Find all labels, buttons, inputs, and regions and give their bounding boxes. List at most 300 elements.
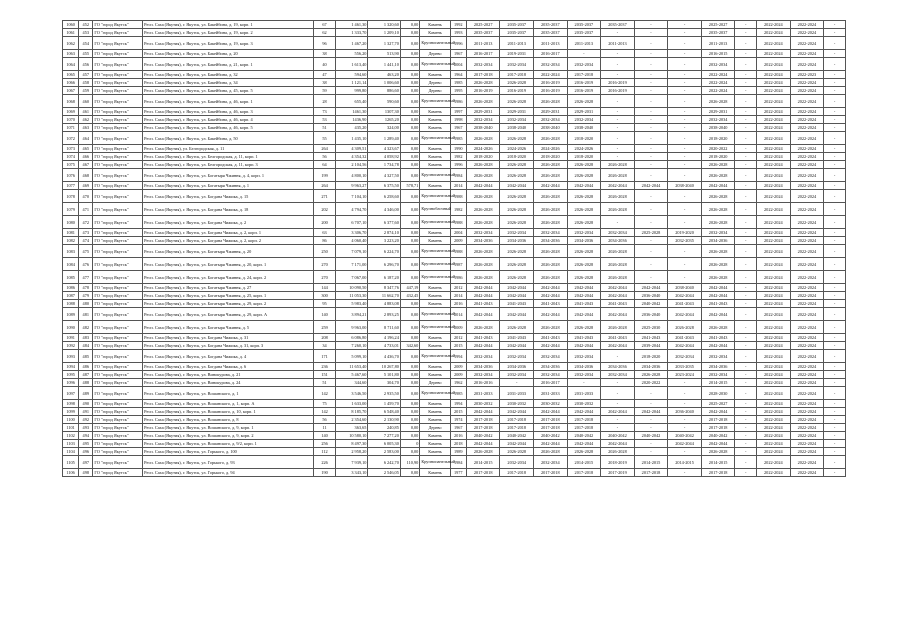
- cell-p12: -: [824, 108, 846, 116]
- cell-p2: 2024-2026: [500, 145, 534, 153]
- cell-p3: 2026-2028: [534, 448, 568, 456]
- cell-a: 236: [314, 363, 336, 371]
- table-row: [63, 292, 846, 300]
- cell-p3: 2016-2017: [534, 379, 568, 387]
- cell-p5: 2042-2044: [601, 342, 635, 350]
- cell-id: 470: [79, 190, 93, 203]
- cell-p10: 2022-2024: [757, 50, 791, 58]
- cell-id: 461: [79, 108, 93, 116]
- cell-p6: -: [634, 169, 668, 182]
- cell-p10: 2022-2024: [757, 408, 791, 416]
- cell-mat: Крупнопанельный: [420, 58, 450, 71]
- cell-p4: 2042-2044: [567, 292, 601, 300]
- cell-p11: 2022-2024: [790, 416, 824, 424]
- table-row: [63, 145, 846, 153]
- cell-p7: -: [668, 50, 702, 58]
- cell-a: 199: [314, 169, 336, 182]
- cell-p5: -: [601, 50, 635, 58]
- cell-s3: 0,00: [400, 203, 419, 216]
- cell-p8: 2032-2034: [701, 116, 735, 124]
- cell-mat: Крупнопанельный: [420, 321, 450, 334]
- register-table-container: [62, 20, 846, 477]
- cell-p6: -: [634, 400, 668, 408]
- cell-p4: 2041-2043: [567, 300, 601, 308]
- cell-p7: -: [668, 95, 702, 108]
- cell-p4: 2026-2028: [567, 203, 601, 216]
- cell-n: 1105: [63, 456, 79, 469]
- cell-p11: 2022-2024: [790, 58, 824, 71]
- cell-a: 270: [314, 271, 336, 284]
- cell-a: 144: [314, 284, 336, 292]
- cell-s2: 6 296,70: [368, 258, 400, 271]
- cell-p9: -: [735, 440, 757, 448]
- cell-org: ГО "город Якутск": [93, 145, 143, 153]
- cell-yr: 1974: [450, 416, 466, 424]
- cell-p7: 2036-2040: [668, 408, 702, 416]
- cell-mat: Камень: [420, 363, 450, 371]
- cell-yr: 1998: [450, 116, 466, 124]
- cell-p3: 2034-2036: [534, 363, 568, 371]
- cell-p3: 2042-2044: [534, 308, 568, 321]
- cell-p8: 2017-2018: [701, 424, 735, 432]
- cell-p1: 2026-2028: [466, 321, 500, 334]
- cell-p10: 2022-2024: [757, 116, 791, 124]
- cell-p12: -: [824, 342, 846, 350]
- cell-p1: 2016-2016: [466, 379, 500, 387]
- cell-p10: 2022-2024: [757, 182, 791, 190]
- cell-yr: 1989: [450, 448, 466, 456]
- cell-yr: 1985: [450, 387, 466, 400]
- cell-p1: 2038-2040: [466, 124, 500, 132]
- cell-p7: -: [668, 416, 702, 424]
- cell-p6: -: [634, 153, 668, 161]
- cell-s2: 2 893,25: [368, 308, 400, 321]
- cell-p2: 2032-2034: [500, 58, 534, 71]
- cell-p12: -: [824, 161, 846, 169]
- cell-p3: 2042-2044: [534, 284, 568, 292]
- cell-p1: 2025-2027: [466, 21, 500, 29]
- cell-addr: Респ. Саха (Якутия), г. Якутск, ул. Богдана Чижика, д. 31, корп. 3: [143, 342, 314, 350]
- cell-a: 59: [314, 87, 336, 95]
- cell-n: 1064: [63, 58, 79, 71]
- cell-org: ГО "город Якутск": [93, 116, 143, 124]
- cell-p6: -: [634, 237, 668, 245]
- cell-p2: 2026-2028: [500, 448, 534, 456]
- cell-addr: Респ. Саха (Якутия), г. Якутск, ул. Вошанского, д. 1, корп. А: [143, 400, 314, 408]
- cell-p7: -: [668, 169, 702, 182]
- cell-p1: 2032-2034: [466, 116, 500, 124]
- cell-p4: 2026-2028: [567, 190, 601, 203]
- cell-p7: -: [668, 400, 702, 408]
- cell-id: 487: [79, 371, 93, 379]
- cell-p5: -: [601, 29, 635, 37]
- table-row: [63, 21, 846, 29]
- cell-id: 495: [79, 440, 93, 448]
- cell-mat: Крупнопанельный: [420, 308, 450, 321]
- cell-p4: 2030-2032: [567, 400, 601, 408]
- cell-p7: 2019-2020: [668, 229, 702, 237]
- cell-org: ГО "город Якутск": [93, 379, 143, 387]
- cell-p11: 2022-2024: [790, 432, 824, 440]
- cell-p7: -: [668, 29, 702, 37]
- cell-p8: 2042-2044: [701, 284, 735, 292]
- table-row: [63, 271, 846, 284]
- table-row: [63, 350, 846, 363]
- cell-s1: 7 260,10: [335, 342, 367, 350]
- cell-addr: Респ. Саха (Якутия), г. Якутск, ул. Бакейбина, д. 21, корп. 1: [143, 58, 314, 71]
- cell-a: 67: [314, 21, 336, 29]
- cell-p4: 2042-2044: [567, 182, 601, 190]
- cell-p3: 2042-2044: [534, 408, 568, 416]
- cell-p2: 2026-2028: [500, 216, 534, 229]
- cell-addr: Респ. Саха (Якутия), г. Якутск, ул. Богатыря Чжиння, д. 1: [143, 182, 314, 190]
- cell-p10: 2022-2024: [757, 237, 791, 245]
- cell-s2: 4 058,92: [368, 153, 400, 161]
- cell-p2: 2041-2043: [500, 334, 534, 342]
- cell-s3: 0,00: [400, 432, 419, 440]
- cell-p12: -: [824, 190, 846, 203]
- cell-p1: 2031-2033: [466, 387, 500, 400]
- cell-p1: 2017-2018: [466, 416, 500, 424]
- cell-org: ГО "город Якутск": [93, 29, 143, 37]
- cell-org: ГО "город Якутск": [93, 124, 143, 132]
- cell-n: 1079: [63, 203, 79, 216]
- cell-a: 38: [314, 79, 336, 87]
- cell-p2: 2040-2042: [500, 432, 534, 440]
- cell-addr: Респ. Саха (Якутия), г. Якутск, ул. Вошанского, д. 1: [143, 387, 314, 400]
- cell-p1: 2026-2028: [466, 132, 500, 145]
- cell-s1: 7 171,00: [335, 258, 367, 271]
- cell-p9: -: [735, 21, 757, 29]
- cell-n: 1096: [63, 379, 79, 387]
- cell-org: ГО "город Якутск": [93, 190, 143, 203]
- cell-p12: -: [824, 124, 846, 132]
- cell-p1: 2042-2044: [466, 284, 500, 292]
- cell-p3: 2035-2037: [534, 29, 568, 37]
- cell-addr: Респ. Саха (Якутия), г. Якутск, ул. Богатыря Чжиння, д. 20: [143, 245, 314, 258]
- cell-p6: -: [634, 216, 668, 229]
- cell-p5: -: [601, 116, 635, 124]
- cell-p1: 2030-2032: [466, 400, 500, 408]
- cell-a: 56: [314, 416, 336, 424]
- table-row: [63, 153, 846, 161]
- cell-p10: 2022-2024: [757, 203, 791, 216]
- cell-a: 271: [314, 190, 336, 203]
- cell-a: 55: [314, 132, 336, 145]
- cell-p5: 2040-2042: [601, 432, 635, 440]
- cell-p8: 2040-2042: [701, 432, 735, 440]
- cell-p12: -: [824, 363, 846, 371]
- cell-p6: -: [634, 87, 668, 95]
- cell-p12: -: [824, 258, 846, 271]
- cell-p12: -: [824, 350, 846, 363]
- cell-p10: 2022-2024: [757, 37, 791, 50]
- cell-p1: 2026-2028: [466, 258, 500, 271]
- cell-n: 1097: [63, 387, 79, 400]
- cell-p3: 2042-2044: [534, 440, 568, 448]
- cell-n: 1088: [63, 300, 79, 308]
- cell-p6: 2020-2022: [634, 379, 668, 387]
- cell-p8: 2026-2028: [701, 216, 735, 229]
- cell-yr: 1964: [450, 71, 466, 79]
- cell-p3: 2030-2032: [534, 400, 568, 408]
- cell-mat: Дерево: [420, 79, 450, 87]
- cell-addr: Респ. Саха (Якутия), г. Якутск, ул. Бакейбина, д. 34: [143, 79, 314, 87]
- cell-mat: Камень: [420, 153, 450, 161]
- cell-p1: 2017-2018: [466, 71, 500, 79]
- cell-id: 474: [79, 237, 93, 245]
- cell-id: 481: [79, 308, 93, 321]
- cell-p10: 2022-2024: [757, 21, 791, 29]
- cell-p8: 2038-2040: [701, 124, 735, 132]
- cell-p11: 2022-2024: [790, 469, 824, 477]
- cell-s1: 999,80: [335, 87, 367, 95]
- cell-p8: 2026-2028: [701, 448, 735, 456]
- cell-a: 202: [314, 203, 336, 216]
- cell-p2: 2026-2028: [500, 321, 534, 334]
- cell-n: 1069: [63, 108, 79, 116]
- cell-yr: 1988: [450, 190, 466, 203]
- cell-s3: 0,00: [400, 216, 419, 229]
- cell-p10: 2022-2024: [757, 95, 791, 108]
- cell-addr: Респ. Саха (Якутия), г. Якутск, ул. Богдана Чижика, д. 6: [143, 363, 314, 371]
- cell-org: ГО "город Якутск": [93, 456, 143, 469]
- cell-s2: 8 347,76: [368, 284, 400, 292]
- table-row: [63, 237, 846, 245]
- cell-yr: 1986: [450, 271, 466, 284]
- cell-org: ГО "город Якутск": [93, 182, 143, 190]
- cell-yr: 2015: [450, 408, 466, 416]
- cell-p2: 2017-2018: [500, 424, 534, 432]
- cell-p2: 2026-2028: [500, 95, 534, 108]
- cell-p5: -: [601, 379, 635, 387]
- cell-n: 1098: [63, 400, 79, 408]
- cell-a: 256: [314, 440, 336, 448]
- cell-s2: 6 224,70: [368, 245, 400, 258]
- cell-p10: 2022-2024: [757, 371, 791, 379]
- cell-p3: 2026-2028: [534, 271, 568, 284]
- cell-id: 473: [79, 229, 93, 237]
- cell-s2: 2 583,00: [368, 448, 400, 456]
- cell-s1: 556,20: [335, 50, 367, 58]
- cell-p8: 2042-2044: [701, 342, 735, 350]
- cell-s3: 0,00: [400, 124, 419, 132]
- cell-yr: 1986: [450, 95, 466, 108]
- cell-addr: Респ. Саха (Якутия), г. Якутск, ул. Богдана Чижика, д. 18: [143, 203, 314, 216]
- cell-p2: 2035-2037: [500, 29, 534, 37]
- cell-a: 259: [314, 321, 336, 334]
- table-row: [63, 116, 846, 124]
- cell-id: 465: [79, 145, 93, 153]
- cell-mat: Камень: [420, 408, 450, 416]
- cell-mat: Камень: [420, 292, 450, 300]
- cell-p12: -: [824, 308, 846, 321]
- cell-p6: -: [634, 37, 668, 50]
- cell-org: ГО "город Якутск": [93, 416, 143, 424]
- cell-p3: 2032-2034: [534, 58, 568, 71]
- housing-register-table: [62, 20, 846, 477]
- cell-s3: 432,45: [400, 292, 419, 300]
- table-row: [63, 432, 846, 440]
- cell-org: ГО "город Якутск": [93, 387, 143, 400]
- cell-p9: -: [735, 363, 757, 371]
- cell-p1: 2016-2017: [466, 50, 500, 58]
- cell-p10: 2022-2024: [757, 87, 791, 95]
- cell-mat: Камень: [420, 448, 450, 456]
- cell-a: 56: [314, 153, 336, 161]
- cell-p5: -: [601, 145, 635, 153]
- cell-p7: 2038-2040: [668, 284, 702, 292]
- cell-n: 1061: [63, 29, 79, 37]
- cell-a: 11: [314, 424, 336, 432]
- cell-s2: 324,00: [368, 124, 400, 132]
- cell-p2: 2032-2034: [500, 456, 534, 469]
- cell-p4: 2038-2040: [567, 124, 601, 132]
- cell-s1: 1 633,00: [335, 400, 367, 408]
- cell-p9: -: [735, 300, 757, 308]
- cell-p9: -: [735, 58, 757, 71]
- cell-yr: 1977: [450, 469, 466, 477]
- table-row: [63, 284, 846, 292]
- cell-addr: Респ. Саха (Якутия), г. Якутск, ул. Богатыря Чжиння, д. 20, корп. 1: [143, 258, 314, 271]
- cell-org: ГО "город Якутск": [93, 284, 143, 292]
- cell-yr: 2004: [450, 58, 466, 71]
- cell-p3: 2011-2013: [534, 37, 568, 50]
- table-row: [63, 95, 846, 108]
- cell-s3: 0,00: [400, 237, 419, 245]
- cell-s3: 0,00: [400, 145, 419, 153]
- cell-p10: 2022-2024: [757, 29, 791, 37]
- cell-p1: 2035-2037: [466, 29, 500, 37]
- cell-p1: 2018-2020: [466, 153, 500, 161]
- cell-p4: 2011-2013: [567, 37, 601, 50]
- cell-s1: 2 958,20: [335, 448, 367, 456]
- cell-mat: Камень: [420, 371, 450, 379]
- cell-p1: 2026-2028: [466, 95, 500, 108]
- cell-p11: 2022-2024: [790, 182, 824, 190]
- cell-p4: 2029-2031: [567, 108, 601, 116]
- cell-p3: 2016-2019: [534, 79, 568, 87]
- cell-p4: 2026-2028: [567, 95, 601, 108]
- cell-s1: 10 090,50: [335, 284, 367, 292]
- cell-s1: 2 104,56: [335, 161, 367, 169]
- cell-p4: 2014-2015: [567, 456, 601, 469]
- cell-s1: 10 580,10: [335, 432, 367, 440]
- cell-mat: Крупнопанельный: [420, 216, 450, 229]
- cell-p1: 2026-2028: [466, 245, 500, 258]
- cell-addr: Респ. Саха (Якутия), г. Якутск, ул. Бакейбина, д. 45, корп. 5: [143, 87, 314, 95]
- cell-p11: 2022-2024: [790, 424, 824, 432]
- cell-p7: 2042-2044: [668, 440, 702, 448]
- cell-addr: Респ. Саха (Якутия), г. Якутск, ул. Богдана Чижика, д. 2, корп. 2: [143, 237, 314, 245]
- cell-p2: 2026-2028: [500, 161, 534, 169]
- table-row: [63, 87, 846, 95]
- cell-p7: -: [668, 379, 702, 387]
- cell-p12: -: [824, 300, 846, 308]
- cell-p9: -: [735, 416, 757, 424]
- cell-p4: 2034-2036: [567, 237, 601, 245]
- cell-s3: 0,00: [400, 132, 419, 145]
- cell-s3: 0,00: [400, 58, 419, 71]
- cell-a: 28: [314, 95, 336, 108]
- cell-p10: 2022-2024: [757, 169, 791, 182]
- cell-p4: 2042-2044: [567, 408, 601, 416]
- cell-p4: 2026-2028: [567, 169, 601, 182]
- cell-org: ГО "город Якутск": [93, 161, 143, 169]
- cell-p10: 2022-2024: [757, 216, 791, 229]
- cell-id: 466: [79, 153, 93, 161]
- cell-s1: 7 079,10: [335, 245, 367, 258]
- cell-p8: 2032-2034: [701, 371, 735, 379]
- cell-p4: 2024-2026: [567, 145, 601, 153]
- cell-p8: 2026-2028: [701, 203, 735, 216]
- cell-id: 479: [79, 292, 93, 300]
- cell-a: 208: [314, 334, 336, 342]
- table-row: [63, 342, 846, 350]
- cell-p12: -: [824, 50, 846, 58]
- cell-p7: -: [668, 203, 702, 216]
- cell-p12: -: [824, 87, 846, 95]
- cell-p5: 2026-2028: [601, 203, 635, 216]
- cell-p6: 2042-2044: [634, 182, 668, 190]
- cell-s1: 4 794,70: [335, 203, 367, 216]
- cell-p8: 2017-2018: [701, 469, 735, 477]
- cell-p10: 2022-2024: [757, 300, 791, 308]
- cell-s1: 7 104,10: [335, 190, 367, 203]
- cell-p4: 2018-2020: [567, 153, 601, 161]
- cell-org: ГО "город Якутск": [93, 108, 143, 116]
- cell-p10: 2022-2024: [757, 456, 791, 469]
- cell-p3: 2016-2017: [534, 50, 568, 58]
- cell-p8: 2022-2024: [701, 79, 735, 87]
- cell-s2: 590,60: [368, 95, 400, 108]
- cell-p4: 2042-2044: [567, 440, 601, 448]
- cell-p5: -: [601, 416, 635, 424]
- table-row: [63, 424, 846, 432]
- cell-s2: 1 289,40: [368, 132, 400, 145]
- cell-p9: -: [735, 292, 757, 300]
- cell-p10: 2022-2024: [757, 350, 791, 363]
- cell-p5: -: [601, 387, 635, 400]
- table-row: [63, 190, 846, 203]
- cell-org: ГО "город Якутск": [93, 37, 143, 50]
- cell-p11: 2022-2024: [790, 342, 824, 350]
- cell-p5: 2042-2044: [601, 308, 635, 321]
- cell-p5: 2026-2028: [601, 271, 635, 284]
- cell-p4: -: [567, 50, 601, 58]
- cell-p9: -: [735, 400, 757, 408]
- cell-p11: 2022-2024: [790, 300, 824, 308]
- table-row: [63, 124, 846, 132]
- cell-p5: 2034-2036: [601, 363, 635, 371]
- cell-org: ГО "город Якутск": [93, 300, 143, 308]
- cell-addr: Респ. Саха (Якутия), г. Якутск, ул. Бакейбина, д. 19, корп. 1: [143, 21, 314, 29]
- cell-p7: -: [668, 145, 702, 153]
- cell-p5: 2026-2028: [601, 169, 635, 182]
- cell-p5: -: [601, 424, 635, 432]
- cell-org: ГО "город Якутск": [93, 424, 143, 432]
- cell-org: ГО "город Якутск": [93, 400, 143, 408]
- cell-p8: 2026-2028: [701, 245, 735, 258]
- cell-p3: 2041-2043: [534, 300, 568, 308]
- cell-s2: 8 711,60: [368, 321, 400, 334]
- cell-p11: 2022-2024: [790, 153, 824, 161]
- cell-s2: 6 375,50: [368, 182, 400, 190]
- cell-mat: Камень: [420, 108, 450, 116]
- cell-org: ГО "город Якутск": [93, 363, 143, 371]
- cell-s2: 2 874,10: [368, 229, 400, 237]
- cell-p10: 2022-2024: [757, 400, 791, 408]
